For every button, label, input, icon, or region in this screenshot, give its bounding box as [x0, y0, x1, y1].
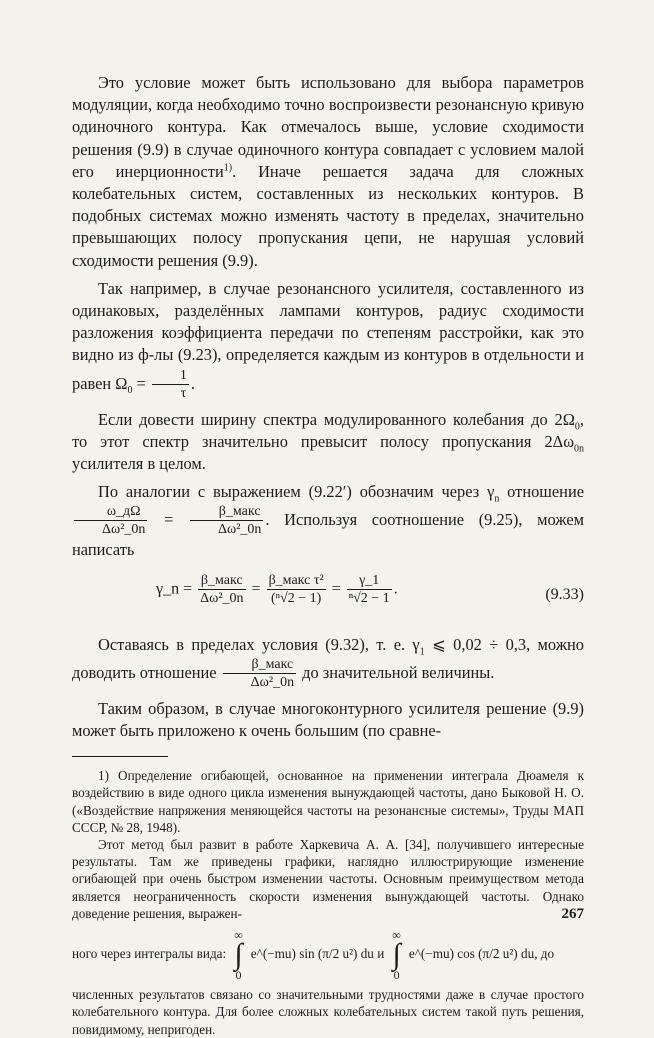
page-body — [72, 72, 584, 1038]
equation-fraction-1 — [198, 572, 245, 608]
paragraph-3 — [72, 409, 584, 476]
equals-sign: = — [149, 510, 188, 530]
fraction-numerator: β_макс — [190, 503, 263, 521]
equation-fraction-2 — [267, 572, 326, 608]
fraction-ratio-2 — [190, 503, 263, 539]
paragraph-1-text: Это условие может быть использовано для выбора параметров модуляции, когда необходимо точно воспроизвести резонансную кривую одиночного контура. Как отмечалось выше, условие сходимости решения (9.9) в случае одиночного контура совпадает с условием малой его инерционности — [72, 73, 584, 181]
integrand-cos: e^(−mu) cos (π/2 u²) du — [408, 946, 535, 962]
fraction-denominator: Δω²_0n — [102, 522, 146, 538]
subscript: 1 — [419, 645, 425, 657]
paragraph-2: Так например, в случае резонансного усилителя, составленного из одинаковых, разделённых лампами контуров, радиус сходимости разложения коэффициента передачи по степеням расстройки, как это видно из ф-лы (9.23), определяется каждым из контуров в отдельности и равен $\Omega_0$ = $\frac{1}{\tau}$ . — [72, 278, 584, 401]
equation-9-33 — [72, 570, 584, 626]
fraction-denominator: Δω²_0n — [250, 674, 295, 690]
footnote-ref: 1) — [223, 162, 233, 174]
integral-suffix: , до — [534, 946, 555, 962]
integrand-sin: e^(−mu) sin (π/2 u²) du — [250, 946, 374, 962]
paragraph-5-text-c: до значительной величины. — [298, 662, 495, 682]
equals-sign: = — [132, 373, 150, 393]
integral-upper-limit: ∞ — [392, 928, 401, 943]
subscript: 0 — [127, 384, 133, 396]
paragraph-3-text-c: усилителя в целом. — [72, 454, 206, 474]
paragraph-4-text-b: отношение — [499, 482, 584, 502]
fraction-numerator: β_макс τ² — [268, 572, 324, 588]
integral-upper-limit: ∞ — [234, 928, 243, 943]
integral-sign-1: ∞ ∫ 0 — [234, 928, 243, 983]
paragraph-3-text-b: , то этот спектр значительно превысит полосу пропускания 2Δω — [72, 409, 584, 451]
fraction-numerator: γ_1 — [347, 572, 392, 590]
integral-lower-limit: 0 — [235, 968, 242, 983]
footnote-divider — [72, 756, 168, 757]
paragraph-2-text: Так например, в случае резонансного усилителя, составленного из одинаковых, разделённых лампами контуров, радиус сходимости разложения коэффициента передачи по степеням расстройки, как это видно из ф-лы (9.23), определяется каждым из контуров в отдельности и равен Ω — [72, 278, 584, 393]
integral-sign-2: ∞ ∫ 0 — [392, 928, 401, 983]
footnote-3: численных результатов связано со значительными трудностями даже в случае простого колебательного контура. Для более сложных колебательных систем такой путь решения, повидимому, непригоден. — [72, 987, 584, 1037]
paragraph-1 — [72, 72, 584, 272]
equation-fraction-3 — [347, 572, 392, 608]
footnotes — [72, 767, 584, 1037]
fraction-numerator: β_макс — [198, 572, 245, 590]
page-number: 267 — [561, 906, 584, 922]
fraction-ratio-1 — [74, 503, 147, 539]
paragraph-4-text-c: . Используя соотношение (9.25), можем написать — [72, 510, 584, 560]
paragraph-6: Таким образом, в случае многоконтурного усилителя решение (9.9) может быть приложено к очень большим (по сравне- — [72, 698, 584, 741]
footnote-1-mark: 1) — [98, 768, 109, 784]
integral-lower-limit: 0 — [393, 968, 400, 983]
paragraph-4 — [72, 481, 584, 561]
fraction-numerator: 1 — [152, 367, 189, 385]
fraction-ratio-3 — [223, 656, 296, 692]
subscript: 0n — [574, 443, 584, 455]
paragraph-3-text-a: Если довести ширину спектра модулированного колебания до 2Ω — [98, 409, 575, 429]
integral-prefix: ного через интегралы вида: — [72, 946, 227, 962]
fraction-denominator: Δω²_0n — [200, 590, 244, 606]
fraction-numerator: ω_дΩ — [74, 503, 147, 521]
fraction-denominator: τ — [180, 385, 187, 401]
fraction-denominator: ⁿ√2 − 1 — [348, 590, 390, 606]
fraction-denominator: (ⁿ√2 − 1) — [270, 590, 322, 606]
fraction-denominator: Δω²_0n — [217, 522, 262, 538]
paragraph-1-end: . Иначе решается задача для сложных колебательных систем, составленных из нескольких контуров. В подобных системах можно изменять частоту в пределах, значительно превышающих полосу пропускания цепи, не нарушая условий сходимости решения (9.9). — [72, 161, 584, 270]
paragraph-4-text-a: По аналогии с выражением (9.22′) обозначим через γ — [98, 482, 495, 502]
equation-lhs: γ_n — [156, 580, 180, 598]
subscript: n — [494, 493, 500, 505]
footnote-1 — [72, 767, 584, 836]
equation-body: γ_n = $\frac{\text{β\_макс}}{\text{Δω²\_0n}}$ = $\frac{\text{β\_макс τ²}}{\text{(ⁿ√2 − 1)}}$ = $\frac{\gamma\_1}{\text{ⁿ√2 − 1}}$ . — [156, 572, 398, 606]
paragraph-5-text-a: Оставаясь в пределах условия (9.32), т. е. γ — [98, 634, 420, 654]
equation-number: (9.33) — [545, 585, 584, 603]
footnote-2: Этот метод был развит в работе Харкевича А. А. [34], получившего интересные результаты. Там же приведены графики, наглядно иллюстрирующие изменение огибающей при очень быстром изменении частоты. Основным преимуществом метода является неограниченность скорости изменения вынуждающей частоты. Однако доведение решения, выражен- — [72, 837, 584, 921]
fraction-omega0 — [152, 367, 189, 403]
fraction-numerator: β_макс — [223, 656, 296, 674]
subscript: 0 — [574, 420, 580, 432]
footnote-1-text: Определение огибающей, основанное на применении интеграла Дюамеля к воздействию в виде одного цикла изменения вынуждающей частоты, дано Быковой Н. О. («Воздействие напряжения меняющейся частоты на резонансные системы», Труды МАП СССР, № 28, 1948). — [72, 768, 585, 835]
conjunction: и — [377, 946, 385, 962]
paragraph-5 — [72, 634, 584, 692]
integral-expression — [72, 928, 584, 982]
paragraph-5-text-b: ⩽ 0,02 ÷ 0,3, можно доводить отношение — [72, 634, 584, 682]
